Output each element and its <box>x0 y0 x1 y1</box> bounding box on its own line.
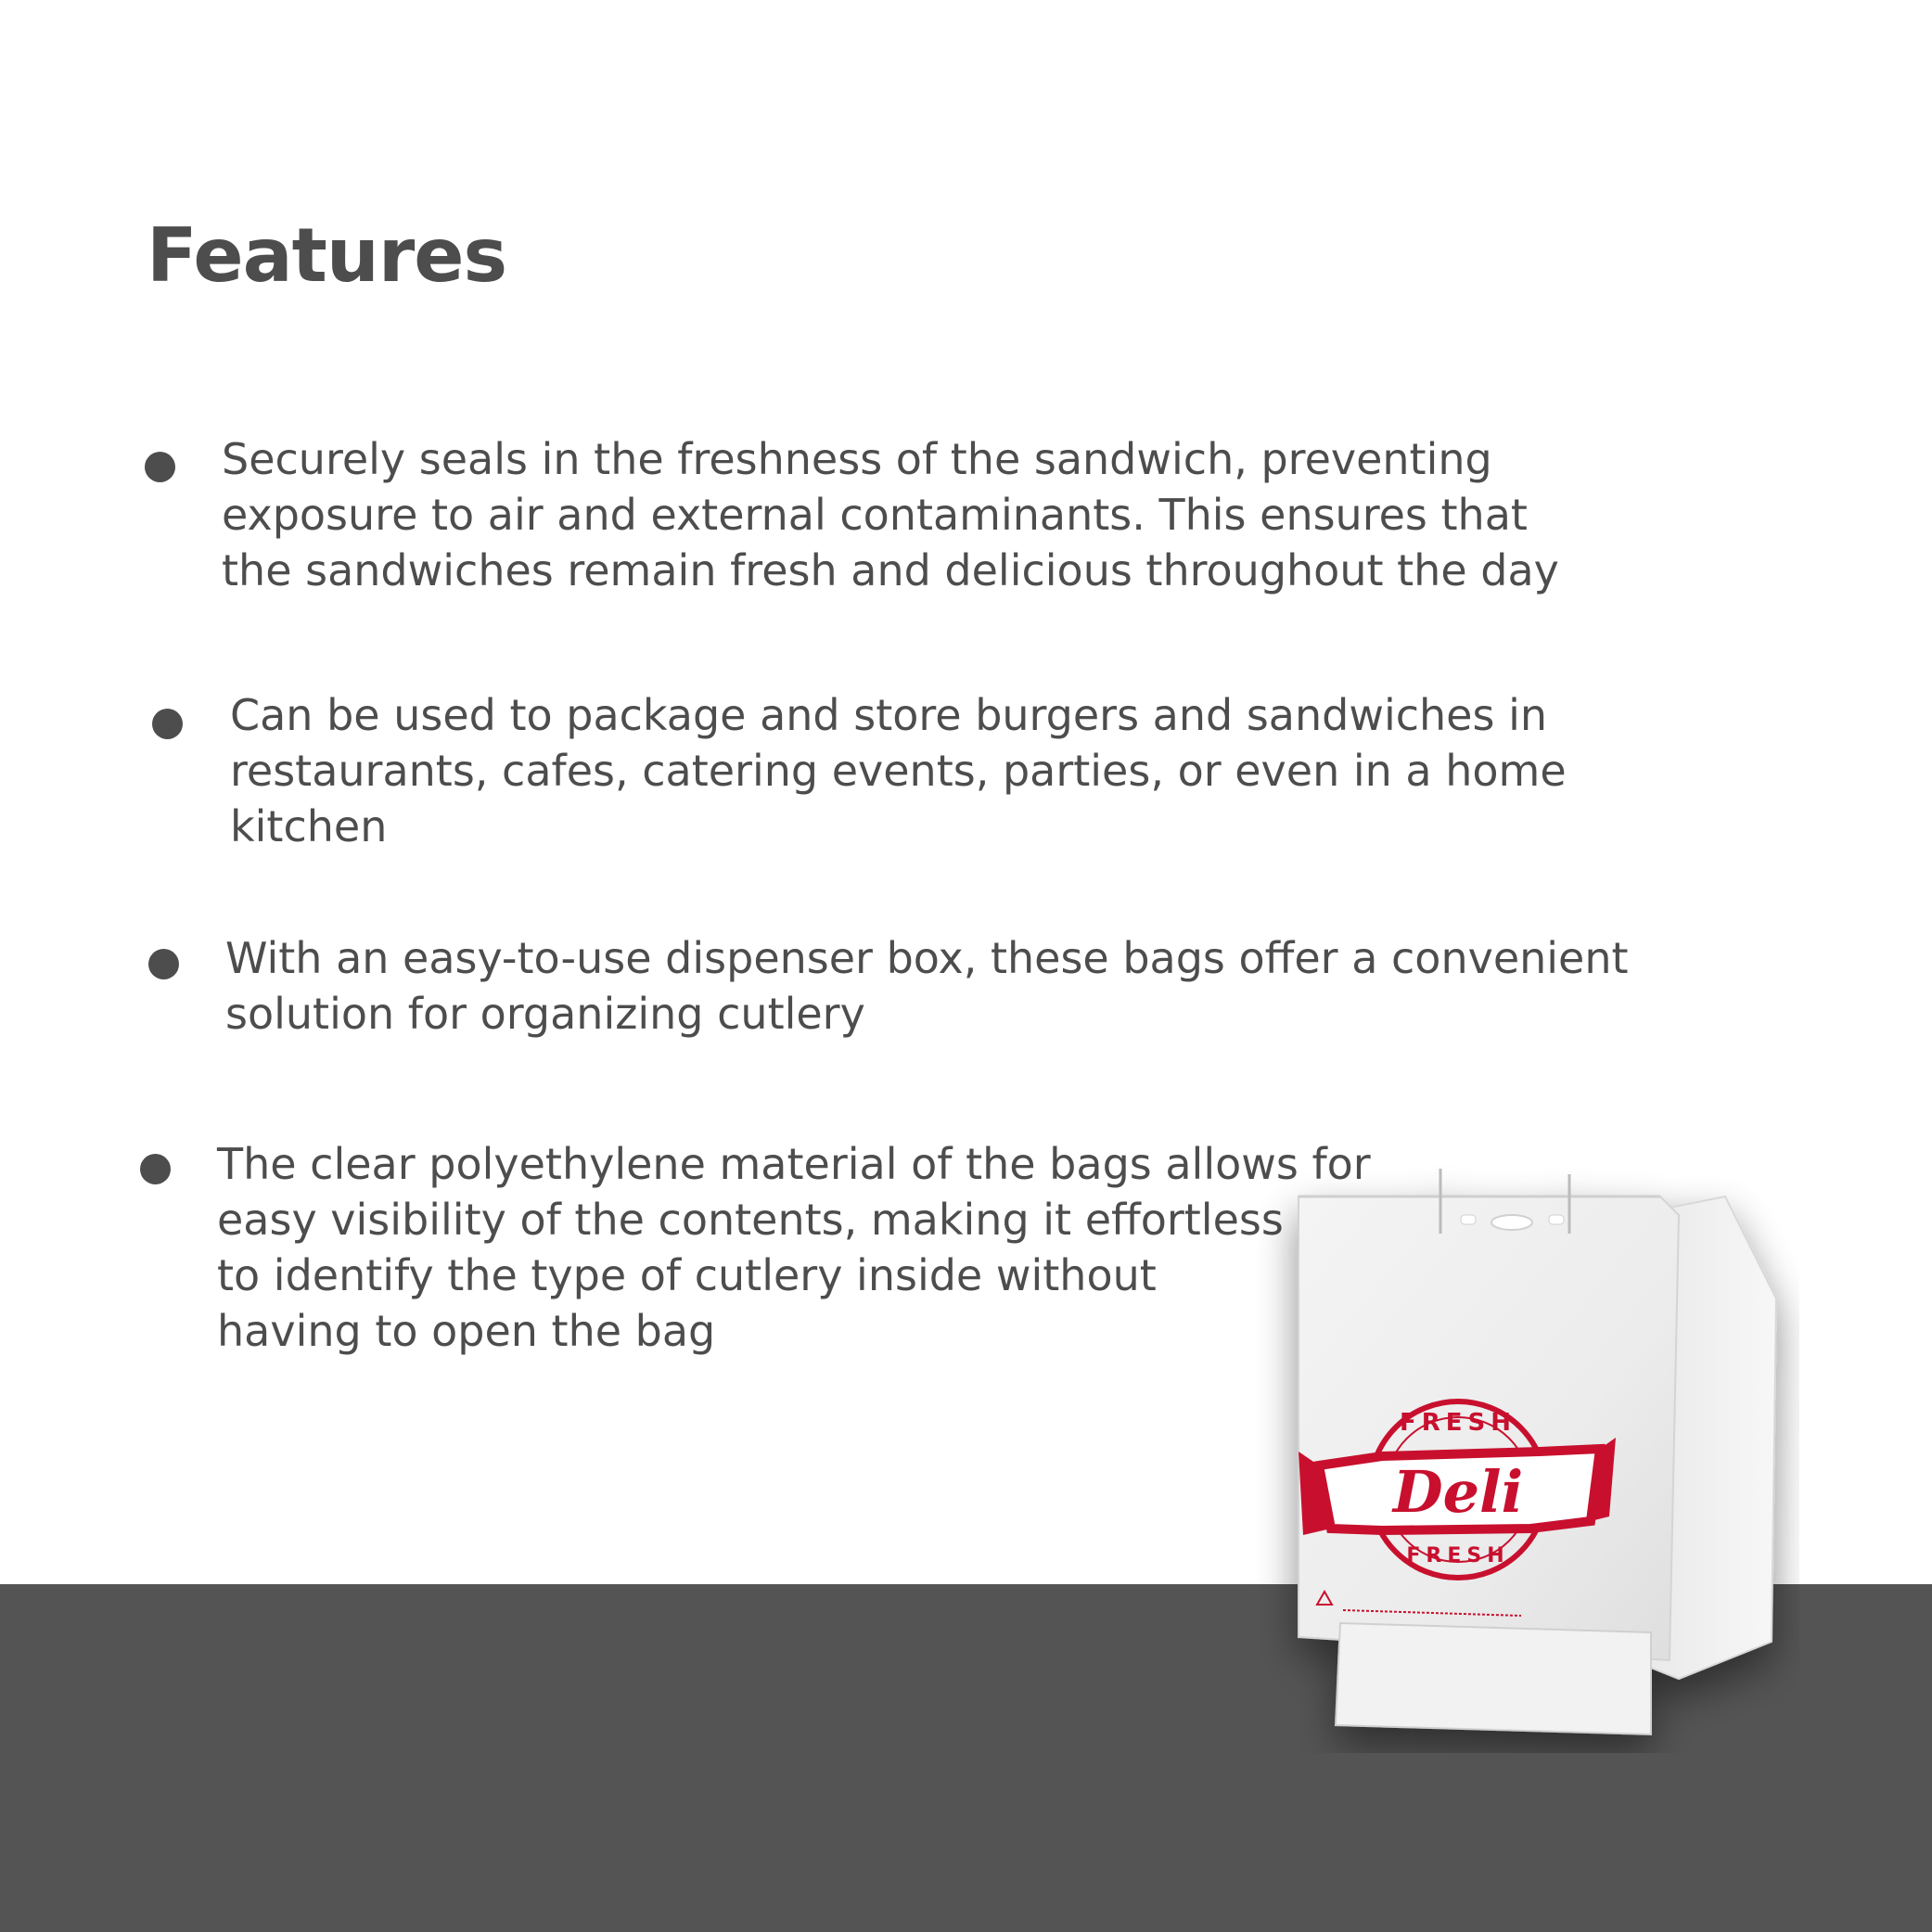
deli-bag-product-image <box>1243 1141 1799 1753</box>
feature-1-text: Securely seals in the freshness of the sandwich, preventing exposure to air and external contaminants. This ensures that the sandwiches remain fresh and delicious throughout the day <box>222 434 1559 595</box>
svg-text:Deli: Deli <box>1392 1458 1524 1526</box>
bullet-3-icon <box>148 949 179 979</box>
svg-text:FRESH: FRESH <box>1399 1409 1517 1437</box>
feature-4-text: The clear polyethylene material of the bags allows for easy visibility of the contents, making it effortless to identify the type of cutlery inside without having to open the bag <box>217 1139 1371 1356</box>
bullet-4-icon <box>140 1154 171 1184</box>
bullet-1-icon <box>145 452 175 482</box>
page-title: Features <box>147 212 507 299</box>
feature-2-text: Can be used to package and store burgers and sandwiches in restaurants, cafes, catering events, parties, or even in a home kitchen <box>230 690 1567 851</box>
svg-text:FRESH: FRESH <box>1406 1544 1510 1567</box>
feature-3-text: With an easy-to-use dispenser box, these bags offer a convenient solution for organizing cutlery <box>225 933 1629 1039</box>
bullet-2-icon <box>152 709 183 739</box>
